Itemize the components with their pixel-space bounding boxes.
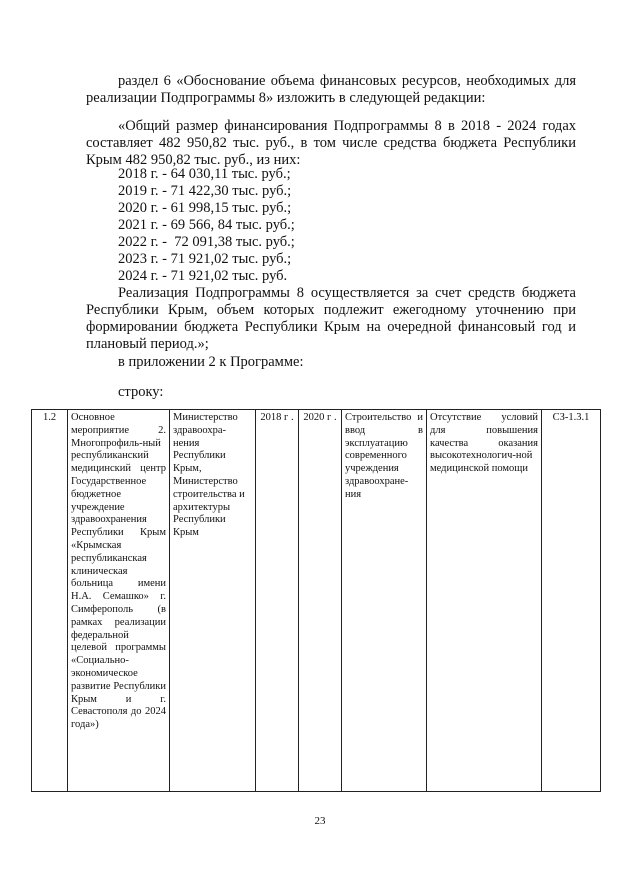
financing-year-2020: 2020 г. - 61 998,15 тыс. руб.;	[118, 200, 292, 216]
financing-year-2019: 2019 г. - 71 422,30 тыс. руб.;	[118, 183, 292, 199]
cell-consequence: Отсутствие условий для повышения качества оказания высокотехнологич-ной медицинской помощи	[427, 410, 542, 792]
financing-year-2021: 2021 г. - 69 566, 84 тыс. руб.;	[118, 217, 295, 233]
financing-year-2018: 2018 г. - 64 030,11 тыс. руб.;	[118, 166, 291, 182]
financing-year-2024: 2024 г. - 71 921,02 тыс. руб.	[118, 268, 288, 284]
intro-line-2: реализации Подпрограммы 8» изложить в следующей редакции:	[86, 90, 486, 106]
cell-event: Основное мероприятие 2. Многопрофиль-ный республиканский медицинский центр Государственное бюджетное учреждение здравоохранения Республики Крым «Крымская республиканская клиническая больница имени Н.А. Семашко» г. Симферополь (в рамках реализации федеральной целевой программы «Социально-экономическое развитие Республики Крым и г. Севастополя до 2024 года»)	[68, 410, 170, 792]
financing-year-2023: 2023 г. - 71 921,02 тыс. руб.;	[118, 251, 292, 267]
cell-start-year: 2018 г .	[256, 410, 299, 792]
intro-line-1: раздел 6 «Обоснование объема финансовых ресурсов, необходимых для	[118, 73, 576, 89]
cell-result: Строительство и ввод в эксплуатацию современного учреждения здравоохране-ния	[342, 410, 427, 792]
page-number: 23	[314, 815, 326, 827]
program-table	[31, 409, 601, 792]
cell-end-year: 2020 г .	[299, 410, 342, 792]
cell-number: 1.2	[32, 410, 68, 792]
financing-paragraph: «Общий размер финансирования Подпрограммы 8 в 2018 - 2024 годах составляет 482 950,82 тыс. руб., в том числе средства бюджета Республики Крым 482 950,82 тыс. руб., из них:	[86, 118, 576, 168]
cell-executor: Министерство здравоохра-нения Республики Крым, Министерство строительства и архитектуры Республики Крым	[170, 410, 256, 792]
financing-year-2022: 2022 г. - 72 091,38 тыс. руб.;	[118, 234, 295, 250]
appendix-line: в приложении 2 к Программе:	[118, 354, 304, 370]
table-row	[32, 410, 601, 792]
row-word: строку:	[118, 384, 164, 400]
cell-code: СЗ-1.3.1	[542, 410, 601, 792]
realization-paragraph: Реализация Подпрограммы 8 осуществляется за счет средств бюджета Республики Крым, объем которых подлежит ежегодному уточнению при формировании бюджета Республики Крым на очередной финансовый год и плановый период.»;	[86, 285, 576, 352]
